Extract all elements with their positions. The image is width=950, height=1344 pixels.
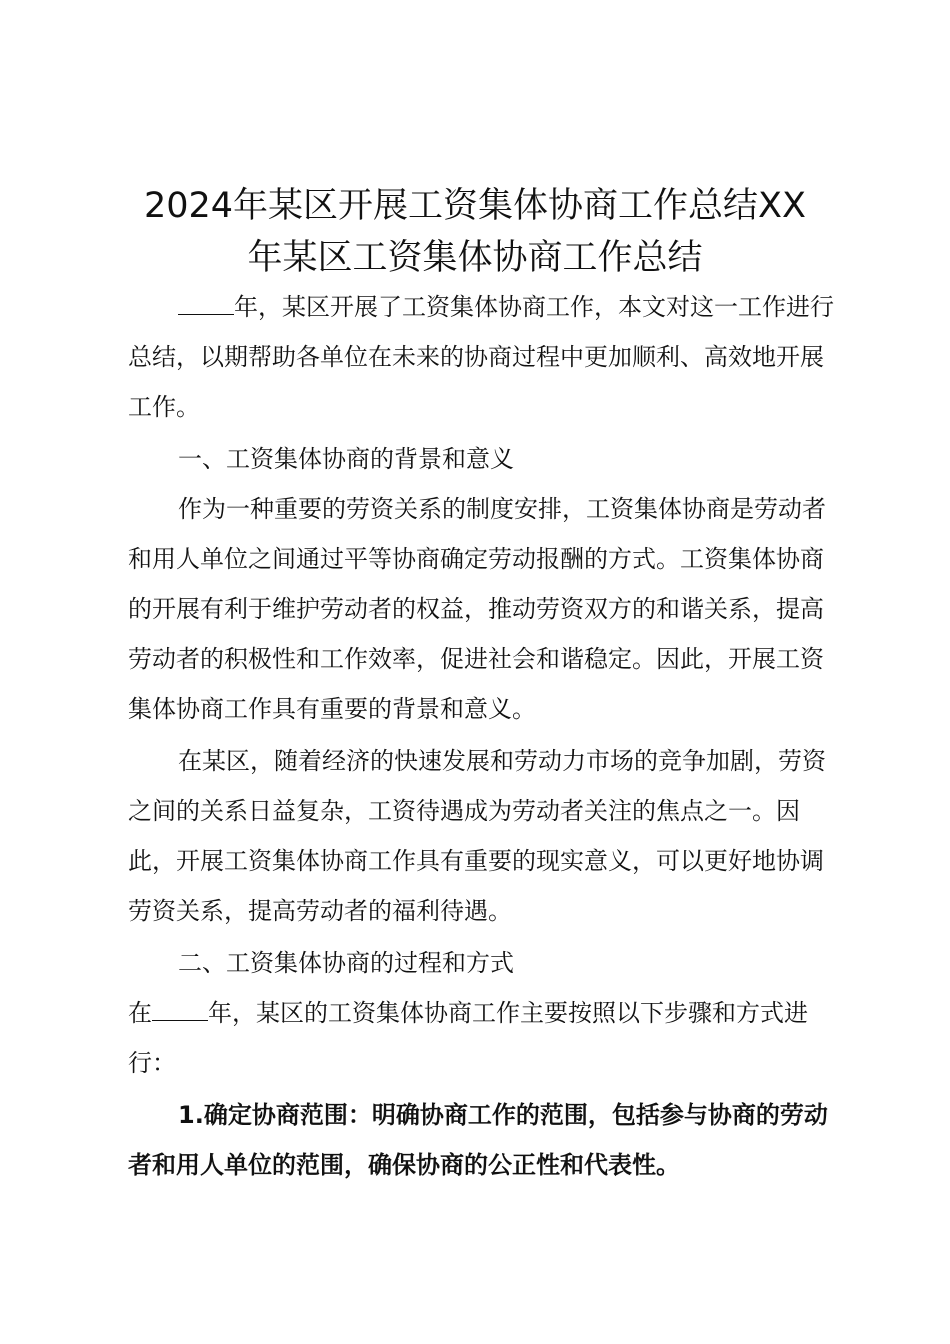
title-line-1: 2024年某区开展工资集体协商工作总结XX xyxy=(143,186,807,226)
section-2-intro-text: 年，某区的工资集体协商工作主要按照以下步骤和方式进行： xyxy=(128,999,808,1077)
section-1-paragraph-1: 作为一种重要的劳资关系的制度安排，工资集体协商是劳动者和用人单位之间通过平等协商确定劳动报酬的方式。工资集体协商的开展有利于维护劳动者的权益，推动劳资双方的和谐关系，提高劳动者的积极性和工作效率，促进社会和谐稳定。因此，开展工资集体协商工作具有重要的背景和意义。 xyxy=(128,495,826,723)
section-2-heading: 二、工资集体协商的过程和方式 xyxy=(178,949,514,977)
blank-year-2 xyxy=(152,998,208,1021)
blank-year-1 xyxy=(178,292,234,315)
intro-text: 年，某区开展了工资集体协商工作，本文对这一工作进行总结，以期帮助各单位在未来的协商过程中更加顺利、高效地开展工作。 xyxy=(128,293,834,421)
section-2-intro xyxy=(128,988,838,1088)
section-1-paragraph-2: 在某区，随着经济的快速发展和劳动力市场的竞争加剧，劳资之间的关系日益复杂，工资待遇成为劳动者关注的焦点之一。因此，开展工资集体协商工作具有重要的现实意义，可以更好地协调劳资关系，提高劳动者的福利待遇。 xyxy=(128,747,826,925)
intro-paragraph xyxy=(128,282,838,432)
section-1-heading: 一、工资集体协商的背景和意义 xyxy=(178,445,514,473)
title-line-2: 年某区工资集体协商工作总结 xyxy=(247,238,703,278)
document-title xyxy=(100,180,850,284)
step-1-paragraph: 1.确定协商范围：明确协商工作的范围，包括参与协商的劳动者和用人单位的范围，确保协商的公正性和代表性。 xyxy=(128,1101,828,1179)
document-body xyxy=(128,282,838,1190)
section-2-intro-prefix: 在 xyxy=(128,999,152,1027)
